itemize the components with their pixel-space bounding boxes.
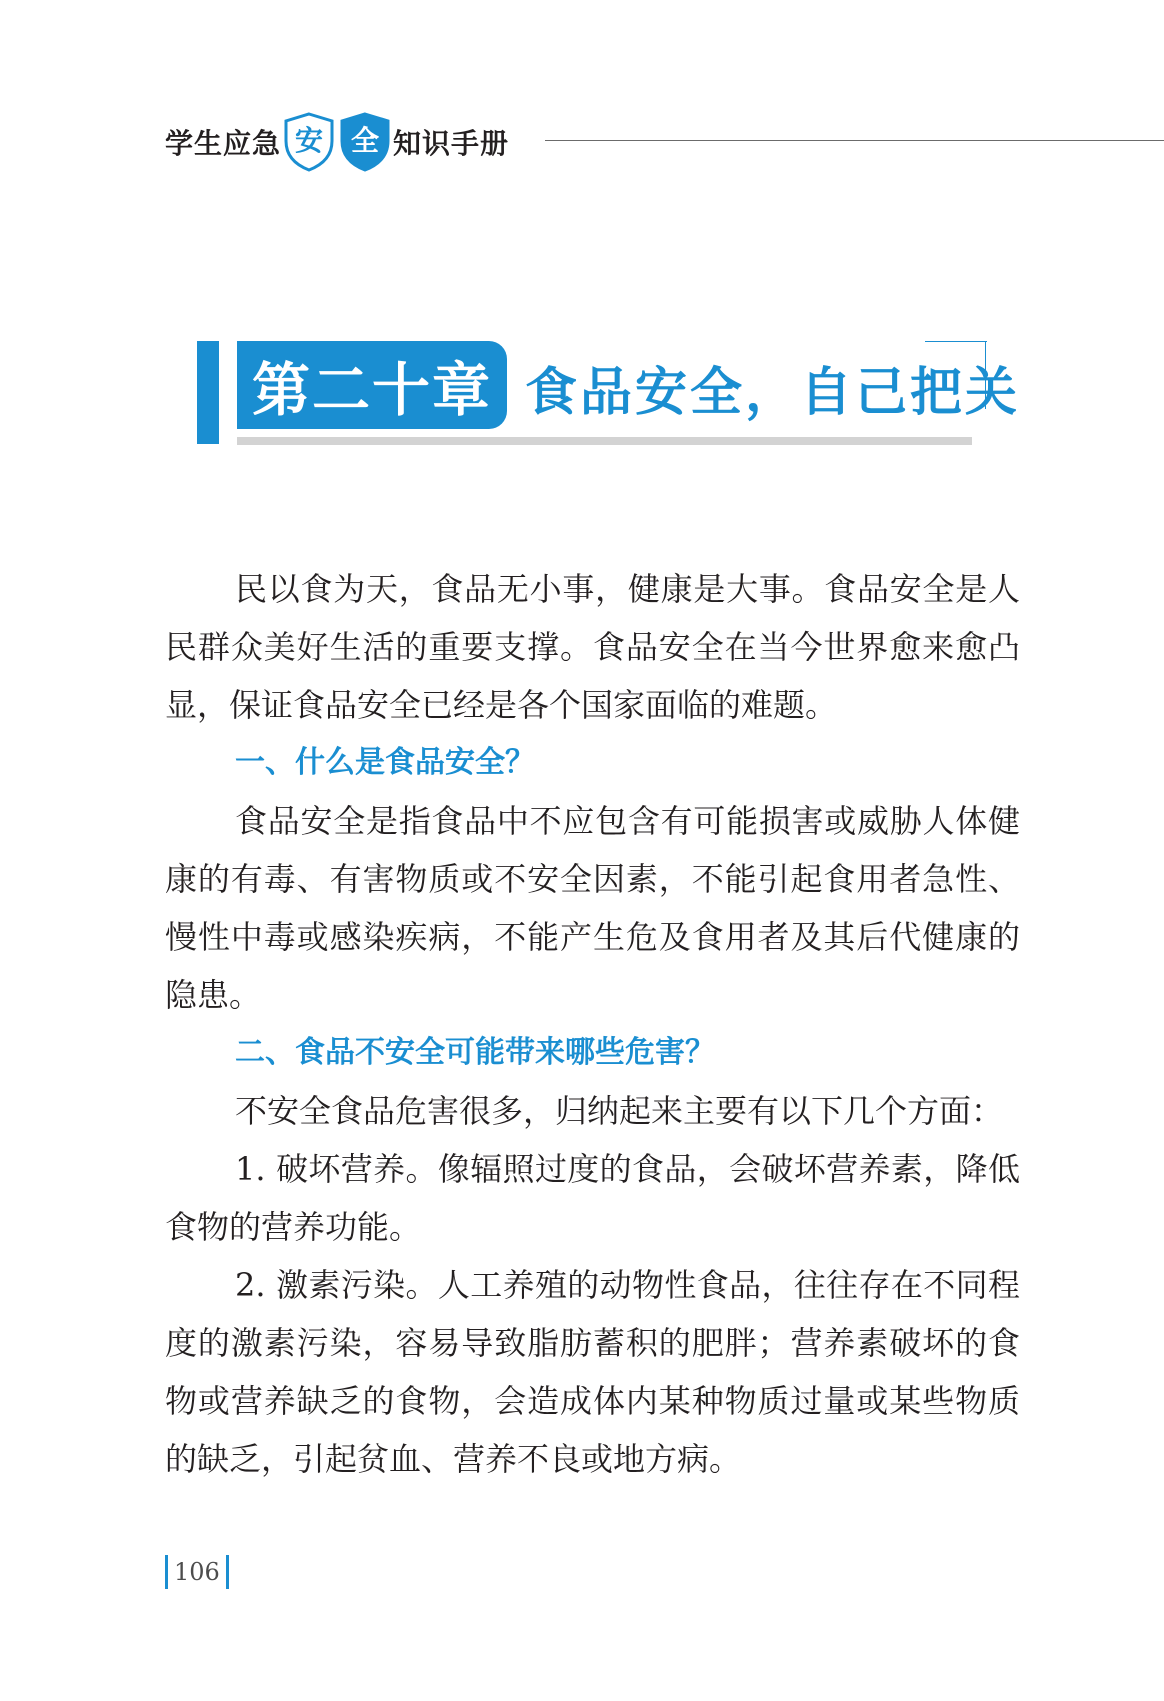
book-title-suffix: 知识手册 [393, 127, 510, 160]
chapter-number: 第二十章 [251, 356, 492, 424]
page-number-bar-right [226, 1555, 229, 1589]
section-2-lead: 不安全食品危害很多，归纳起来主要有以下几个方面： [235, 1092, 1004, 1130]
chapter-corner-line-vertical [985, 341, 986, 409]
list-item-1: 1. 破坏营养。像辐照过度的食品，会破坏营养素，降低食物的营养功能。 [165, 1150, 1020, 1246]
intro-paragraph: 民以食为天，食品无小事，健康是大事。食品安全是人民群众美好生活的重要支撑。食品安全在当今世界愈来愈凸显，保证食品安全已经是各个国家面临的难题。 [165, 570, 1020, 724]
chapter-number-box [237, 341, 507, 429]
book-title-prefix: 学生应急 [165, 127, 282, 160]
chapter-body [165, 560, 1020, 1488]
shield-char-quan: 全 [351, 124, 380, 157]
book-header [165, 112, 509, 172]
header-divider [545, 140, 1164, 141]
chapter-title: 食品安全，自己把关 [525, 362, 1021, 423]
page-number [165, 1555, 229, 1589]
page-number-text: 106 [174, 1558, 220, 1586]
chapter-accent-bar [197, 341, 219, 444]
chapter-corner-line [925, 341, 987, 342]
section-heading-1: 一、什么是食品安全？ [235, 745, 535, 780]
section-1-paragraph: 食品安全是指食品中不应包含有可能损害或威胁人体健康的有毒、有害物质或不安全因素，不能引起食用者急性、慢性中毒或感染疾病，不能产生危及食用者及其后代健康的隐患。 [165, 802, 1020, 1014]
section-heading-2: 二、食品不安全可能带来哪些危害？ [235, 1035, 715, 1070]
shield-outline-icon [282, 111, 336, 173]
shield-char-an: 安 [295, 124, 324, 157]
chapter-underline [237, 437, 972, 445]
shield-filled-icon [338, 111, 392, 173]
list-item-2: 2. 激素污染。人工养殖的动物性食品，往往存在不同程度的激素污染，容易导致脂肪蓄积的肥胖；营养素破坏的食物或营养缺乏的食物，会造成体内某种物质过量或某些物质的缺乏，引起贫血、营养不良或地方病。 [165, 1266, 1020, 1478]
